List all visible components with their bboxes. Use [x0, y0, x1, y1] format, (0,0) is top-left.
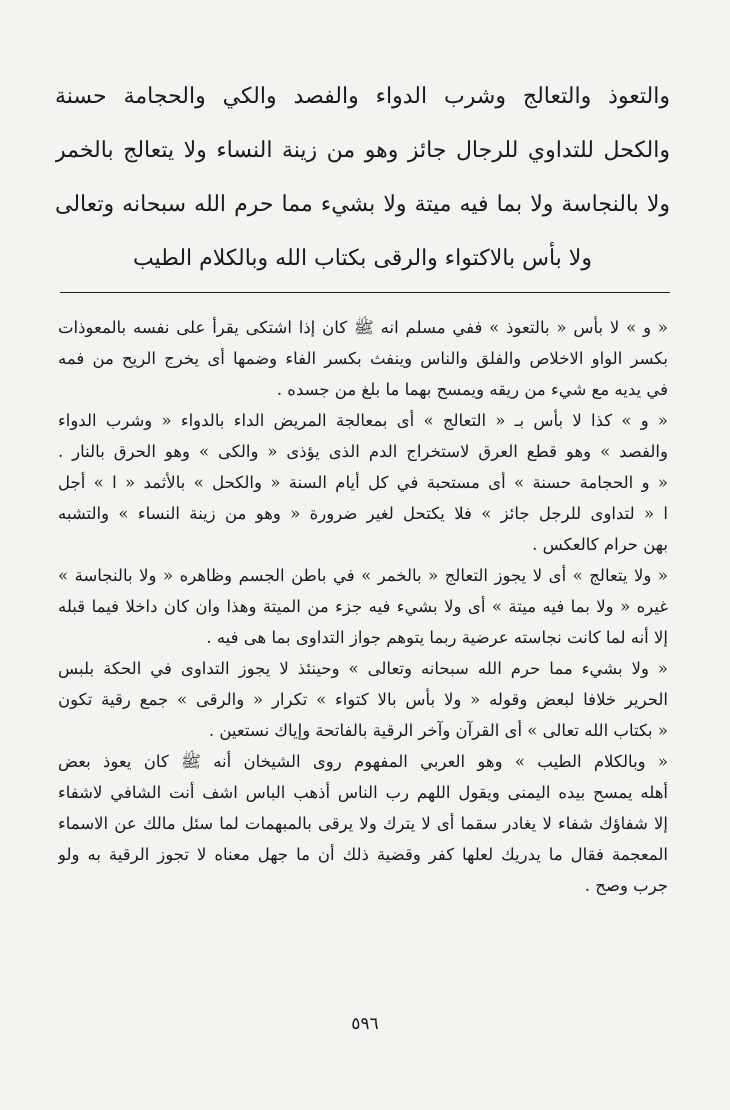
- matn-line: والتعوذ والتعالج وشرب الدواء والفصد والكي والحجامة حسنة: [55, 84, 670, 109]
- commentary-line: الحرير خلافا لبعض وقوله « ولا بأس بالا كتواء » تكرار « والرقى » جمع رقية تكون: [58, 690, 668, 709]
- commentary-line: « بكتاب الله تعالى » أى القرآن وآخر الرقية بالفاتحة وإياك نستعين .: [208, 721, 668, 740]
- commentary-line: « و الحجامة حسنة » أى مستحبة في كل أيام السنة « والكحل » بالأثمد « ا » أجل: [58, 473, 668, 492]
- matn-text-block: [55, 70, 670, 286]
- matn-line: والكحل للتداوي للرجال جائز وهو من زينة النساء ولا يتعالج بالخمر: [55, 138, 670, 163]
- page-number: ٥٩٦: [351, 1014, 379, 1034]
- commentary-line: إلا أنه لما كانت نجاسته عرضية ربما يتوهم جواز التداوى بما هى فيه .: [206, 628, 668, 647]
- commentary-line: والفصد » وهو قطع العرق لاستخراج الدم الذى يؤذى « والكى » وهو الحرق بالنار .: [58, 442, 668, 461]
- commentary-line: بكسر الواو الاخلاص والفلق والناس وينفث بكسر الفاء وضمها أى يخرج الريح من فمه: [58, 349, 668, 368]
- matn-line: ولا بالنجاسة ولا بما فيه ميتة ولا بشيء مما حرم الله سبحانه وتعالى: [55, 192, 670, 217]
- commentary-line: إلا شفاؤك شفاء لا يغادر سقما أى لا يترك ولا يرقى بالمبهمات لما سئل مالك عن الاسماء: [58, 814, 668, 833]
- commentary-line: المعجمة فقال ما يدريك لعلها كفر وقضية ذلك أن ما جهل معناه لا تجوز الرقية به ولو: [58, 845, 668, 864]
- commentary-line: « وبالكلام الطيب » وهو العربي المفهوم روى الشيخان أنه ﷺ كان يعوذ بعض: [58, 752, 668, 771]
- commentary-line: « و » لا بأس « بالتعوذ » ففي مسلم انه ﷺ كان إذا اشتكى يقرأ على نفسه بالمعوذات: [58, 318, 668, 337]
- matn-line: ولا بأس بالاكتواء والرقى بكتاب الله وبالكلام الطيب: [133, 246, 592, 271]
- commentary-line: « و » كذا لا بأس بـ « التعالج » أى بمعالجة المريض الداء بالدواء « وشرب الدواء: [58, 411, 668, 430]
- section-divider: [60, 292, 670, 293]
- commentary-line: في يديه مع شيء من ريقه ويمسح بهما ما بلغ من جسده .: [276, 380, 668, 399]
- commentary-text-block: [58, 312, 668, 901]
- commentary-line: ا « لتداوى للرجل جائز » فلا يكتحل لغير ضرورة « وهو من زينة النساء » والتشبه: [58, 504, 668, 523]
- commentary-line: بهن حرام كالعكس .: [532, 535, 668, 554]
- commentary-line: « ولا يتعالج » أى لا يجوز التعالج « بالخمر » في باطن الجسم وظاهره « ولا بالنجاسة »: [58, 566, 668, 585]
- commentary-line: جرب وصح .: [584, 876, 668, 895]
- commentary-line: غيره « ولا بما فيه ميتة » أى ولا بشيء فيه جزء من الميتة وهذا وان كان داخلا فيما قبله: [58, 597, 668, 616]
- commentary-line: أهله يمسح بيده اليمنى ويقول اللهم رب الناس أذهب الباس اشف أنت الشافي لاشفاء: [58, 783, 668, 802]
- commentary-line: « ولا بشيء مما حرم الله سبحانه وتعالى » وحينئذ لا يجوز التداوى في الحكة بلبس: [58, 659, 668, 678]
